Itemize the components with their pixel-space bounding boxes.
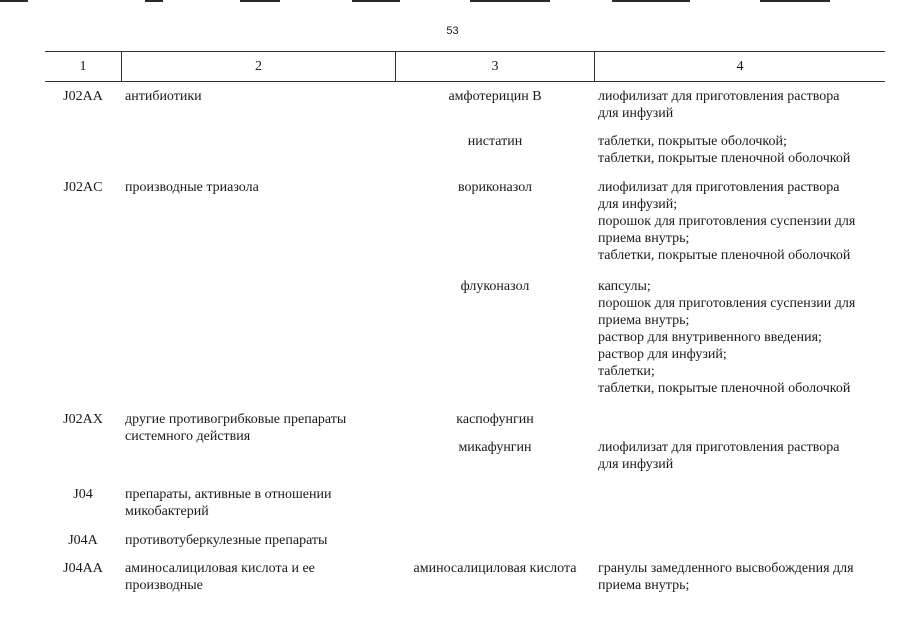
group-name: противотуберкулезные препараты (125, 533, 328, 548)
scan-mark (470, 0, 550, 2)
dosage-forms: лиофилизат для приготовления раствора для инфузий (598, 440, 840, 472)
table-header (45, 51, 885, 82)
drug-name: нистатин (467, 134, 523, 149)
atc-code: J04A (68, 533, 98, 548)
group-name: другие противогрибковые препараты системного действия (125, 412, 347, 444)
page-number: 53 (446, 25, 459, 37)
atc-code: J04AA (63, 561, 103, 576)
atc-code: J04 (73, 487, 93, 502)
atc-code: J02AA (63, 89, 103, 104)
drug-name: каспофунгин (456, 412, 534, 427)
column-header-1: 1 (79, 59, 87, 74)
dosage-forms: капсулы; порошок для приготовления суспензии для приема внутрь; раствор для внутривенного введения; раствор для инфузий; таблетки; таблетки, покрытые пленочной оболочкой (598, 279, 856, 396)
group-name: антибиотики (125, 89, 202, 104)
drug-name: микафунгин (458, 440, 532, 455)
drug-name: амфотерицин B (448, 89, 542, 104)
group-name: аминосалициловая кислота и ее производные (125, 561, 315, 593)
column-header-3: 3 (491, 59, 499, 74)
column-header-2: 2 (255, 59, 262, 74)
scan-mark (145, 0, 163, 2)
dosage-forms: гранулы замедленного высвобождения для приема внутрь; (598, 561, 854, 593)
dosage-forms: лиофилизат для приготовления раствора для инфузий; порошок для приготовления суспензии для приема внутрь; таблетки, покрытые пленочной оболочкой (598, 180, 856, 263)
scan-mark (612, 0, 690, 2)
scan-mark (240, 0, 280, 2)
scan-mark (0, 0, 28, 2)
column-header-4: 4 (736, 59, 744, 74)
dosage-forms: таблетки, покрытые оболочкой; таблетки, покрытые пленочной оболочкой (598, 134, 851, 166)
dosage-forms: лиофилизат для приготовления раствора для инфузий (598, 89, 840, 121)
drug-name: вориконазол (457, 180, 533, 195)
drug-name: аминосалициловая кислота (413, 561, 577, 576)
group-name: производные триазола (125, 180, 259, 195)
drug-name: флуконазол (460, 279, 530, 294)
atc-code: J02AC (63, 180, 103, 195)
atc-code: J02AX (63, 412, 103, 427)
group-name: препараты, активные в отношении микобактерий (125, 487, 332, 519)
scan-mark (352, 0, 400, 2)
scan-mark (760, 0, 830, 2)
